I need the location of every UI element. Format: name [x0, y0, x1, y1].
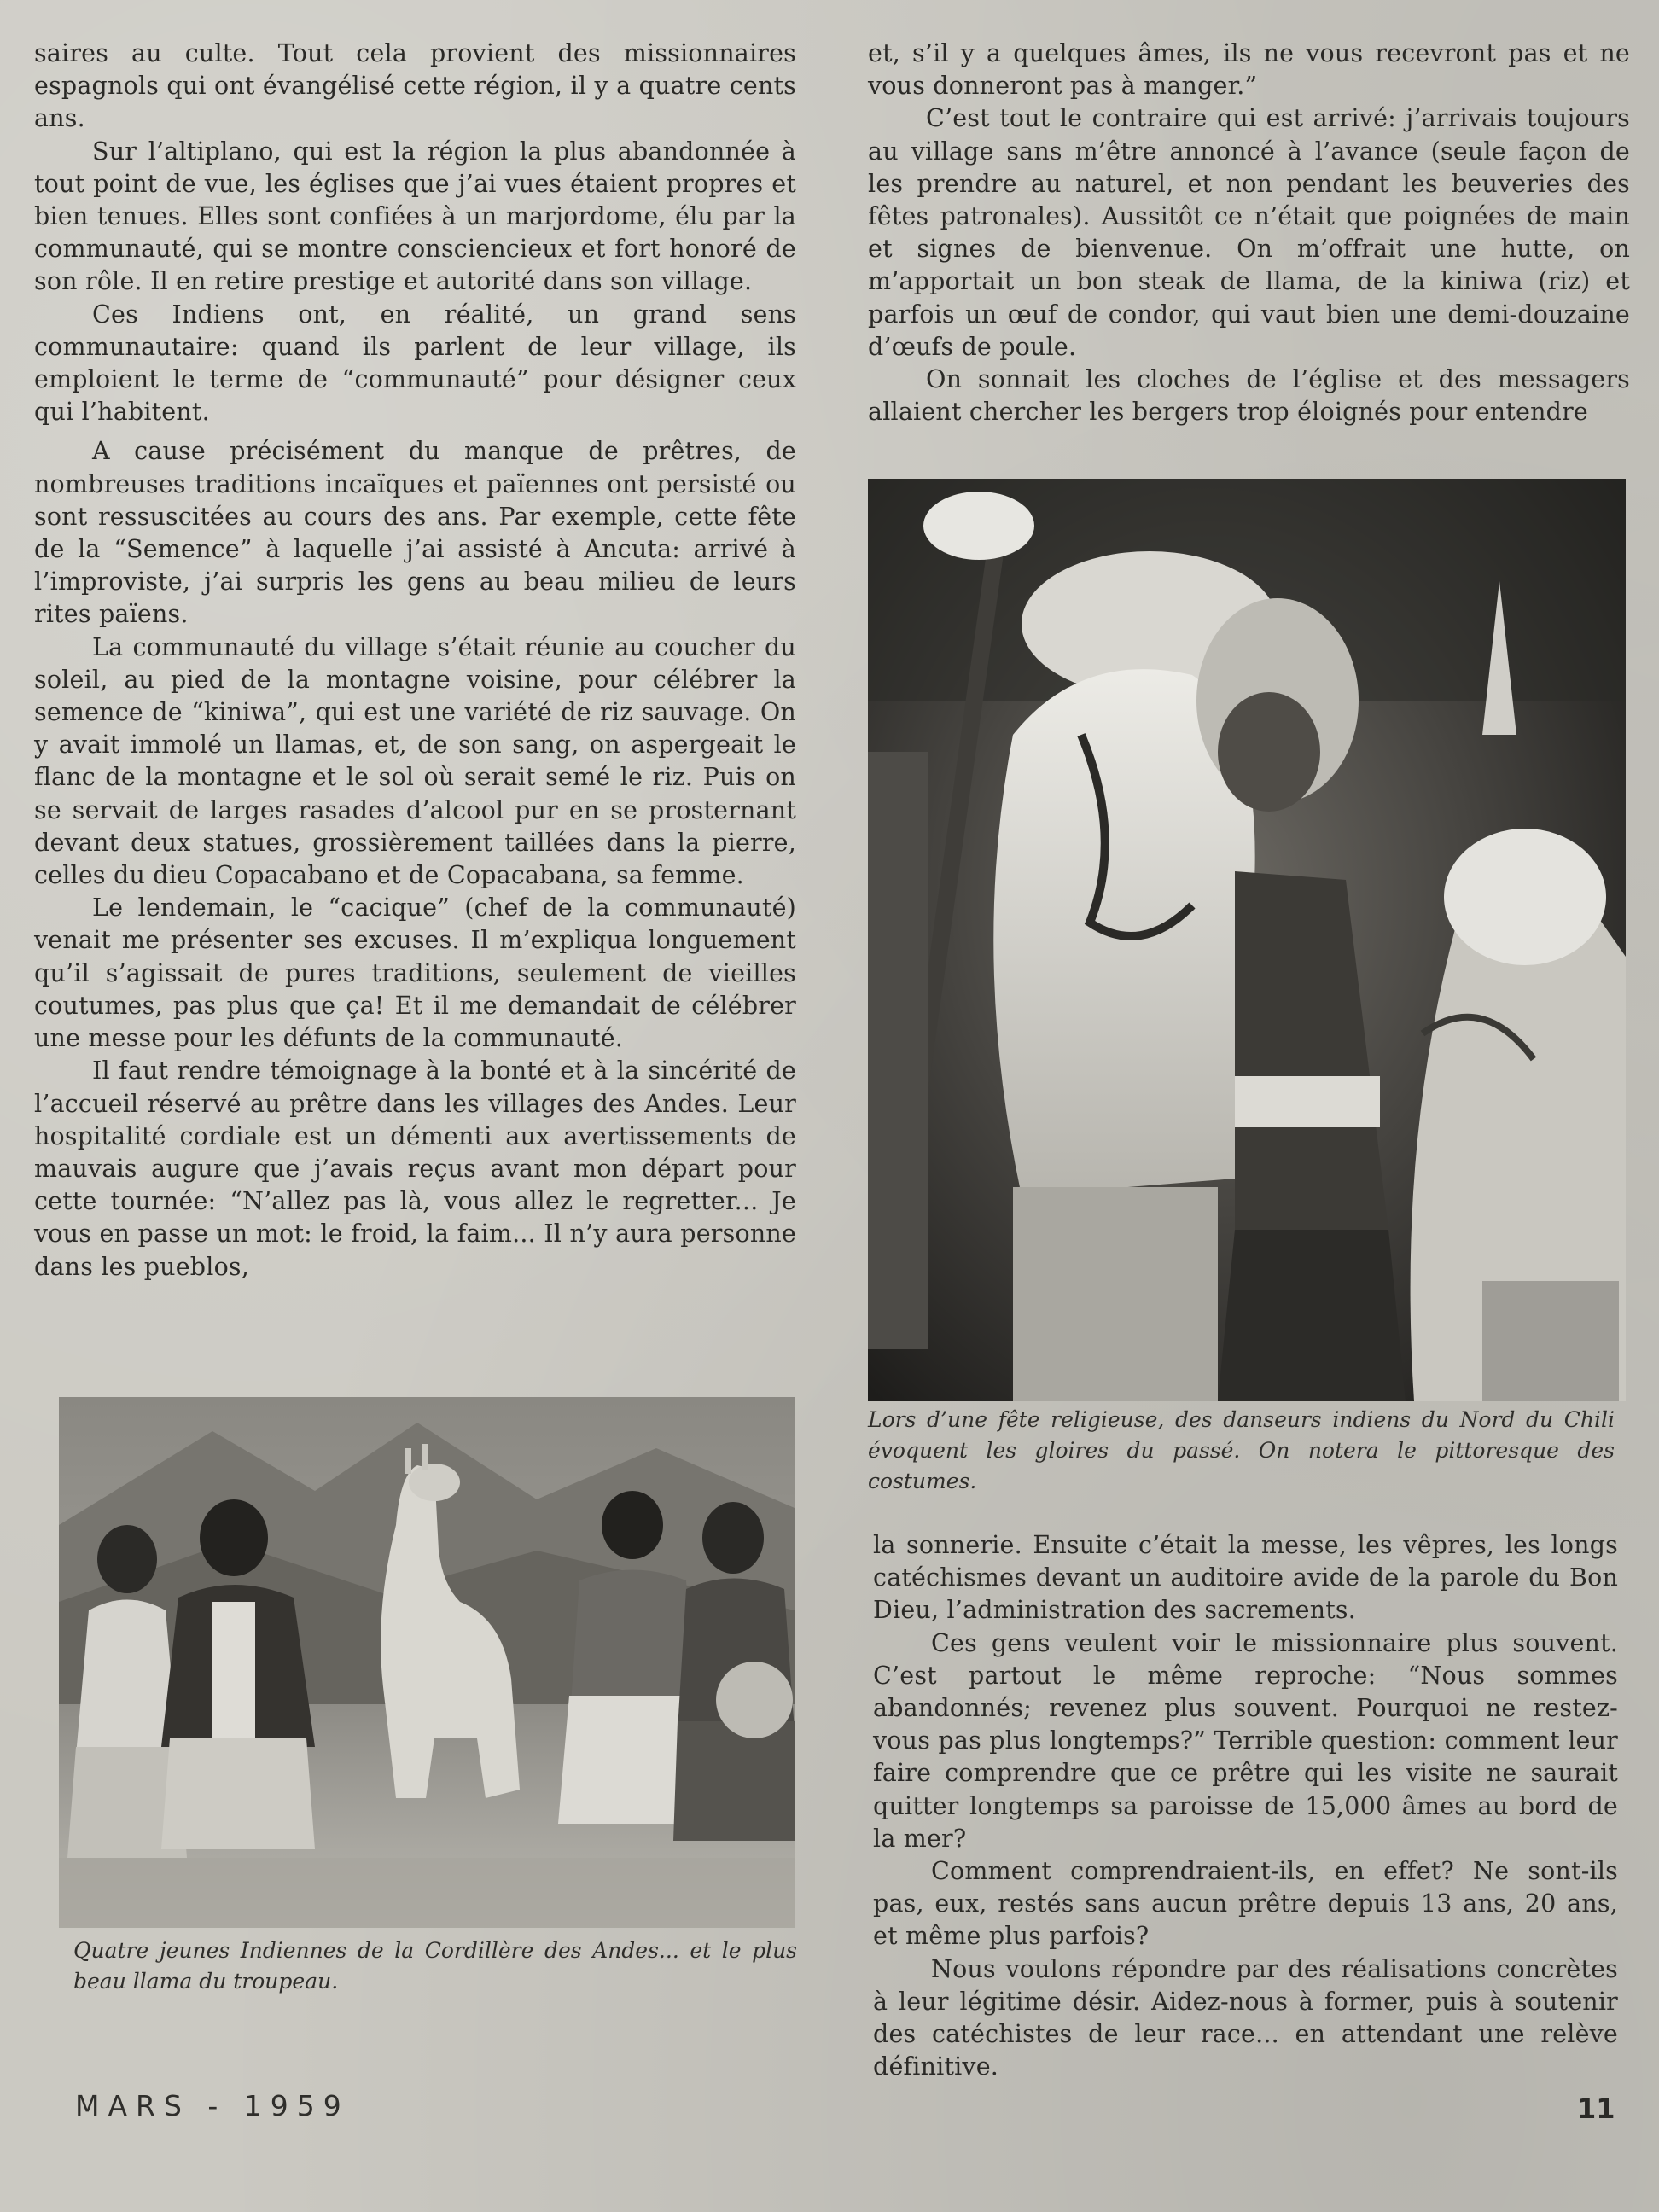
paragraph: Ces Indiens ont, en réalité, un grand sens communautaire: quand ils parlent de leur village, ils emploient le terme de “communauté” pour désigner ceux qui l’habitent.: [34, 300, 796, 427]
page-number: 11: [1577, 2093, 1615, 2125]
right-text-column-top: [868, 38, 1630, 428]
paragraph: Nous voulons répondre par des réalisations concrètes à leur légitime désir. Aidez-nous à former, puis à soutenir des catéchistes de leur race... en attendant une relève définitive.: [873, 1954, 1618, 2081]
paragraph: et, s’il y a quelques âmes, ils ne vous recevront pas et ne vous donneront pas à manger.”: [868, 39, 1630, 101]
paragraph: C’est tout le contraire qui est arrivé: j’arrivais toujours au village sans m’être annoncé à l’avance (seule façon de les prendre au naturel, et non pendant les beuveries des fêtes patronales). Aussitôt ce n’était que poignées de main et signes de bienvenue. On m’offrait une hutte, on m’apportait un bon steak de llama, de la kiniwa (riz) et parfois un œuf de condor, qui vaut bien une demi-douzaine d’œufs de poule.: [868, 104, 1630, 361]
right-text-column-bottom: [873, 1529, 1618, 2083]
dancers-photo-caption: Lors d’une fête religieuse, des danseurs indiens du Nord du Chili évoquent les gloires du passé. On notera le pittoresque des costumes.: [868, 1407, 1615, 1493]
paragraph: saires au culte. Tout cela provient des missionnaires espagnols qui ont évangélisé cette région, il y a quatre cents ans.: [34, 39, 796, 133]
paragraph: La communauté du village s’était réunie au coucher du soleil, au pied de la montagne voisine, pour célébrer la semence de “kiniwa”, qui est une variété de riz sauvage. On y avait immolé un llamas, et, de son sang, on aspergeait le flanc de la montagne et le sol où serait semé le riz. Puis on se servait de larges rasades d’alcool pur en se prosternant devant deux statues, grossièrement taillées dans la pierre, celles du dieu Copacabano et de Copacabana, sa femme.: [34, 632, 796, 890]
llama-photo-illustration: [59, 1397, 795, 1928]
dancers-photo-illustration: [868, 479, 1626, 1401]
dancers-photo: [868, 479, 1626, 1401]
paragraph: la sonnerie. Ensuite c’était la messe, les vêpres, les longs catéchismes devant un auditoire avide de la parole du Bon Dieu, l’administration des sacrements.: [873, 1531, 1618, 1625]
paragraph: Sur l’altiplano, qui est la région la plus abandonnée à tout point de vue, les églises que j’ai vues étaient propres et bien tenues. Elles sont confiées à un marjordome, élu par la communauté, qui se montre consciencieux et fort honoré de son rôle. Il en retire prestige et autorité dans son village.: [34, 137, 796, 296]
paragraph: A cause précisément du manque de prêtres, de nombreuses traditions incaïques et païennes ont persisté ou sont ressuscitées au cours des ans. Par exemple, cette fête de la “Semence” à laquelle j’ai assisté à Ancuta: arrivé à l’improviste, j’ai surpris les gens au beau milieu de leurs rites païens.: [34, 437, 796, 629]
paragraph: Ces gens veulent voir le missionnaire plus souvent. C’est partout le même reproche: “Nous sommes abandonnés; revenez plus souvent. Pourquoi ne restez-vous pas plus longtemps?” Terrible question: comment leur faire comprendre que ce prêtre qui les visite ne saurait quitter longtemps sa paroisse de 15,000 âmes au bord de la mer?: [873, 1628, 1618, 1853]
paragraph: Le lendemain, le “cacique” (chef de la communauté) venait me présenter ses excuses. Il m’expliqua longuement qu’il s’agissait de pures traditions, seulement de vieilles coutumes, pas plus que ça! Et il me demandait de célébrer une messe pour les défunts de la communauté.: [34, 894, 796, 1053]
llama-photo: [59, 1397, 795, 1928]
paragraph: On sonnait les cloches de l’église et des messagers allaient chercher les bergers trop éloignés pour entendre: [868, 365, 1630, 427]
paragraph: Comment comprendraient-ils, en effet? Ne sont-ils pas, eux, restés sans aucun prêtre depuis 13 ans, 20 ans, et même plus parfois?: [873, 1857, 1618, 1951]
left-text-column: [34, 38, 796, 1284]
issue-date: MARS - 1959: [75, 2089, 350, 2122]
paragraph: Il faut rendre témoignage à la bonté et à la sincérité de l’accueil réservé au prêtre dans les villages des Andes. Leur hospitalité cordiale est un démenti aux avertissements de mauvais augure que j’avais reçus avant mon départ pour cette tournée: “N’allez pas là, vous allez le regretter... Je vous en passe un mot: le froid, la faim... Il n’y aura personne dans les pueblos,: [34, 1057, 796, 1281]
llama-photo-caption: Quatre jeunes Indiennes de la Cordillère des Andes... et le plus beau llama du troupeau.: [73, 1938, 797, 1994]
